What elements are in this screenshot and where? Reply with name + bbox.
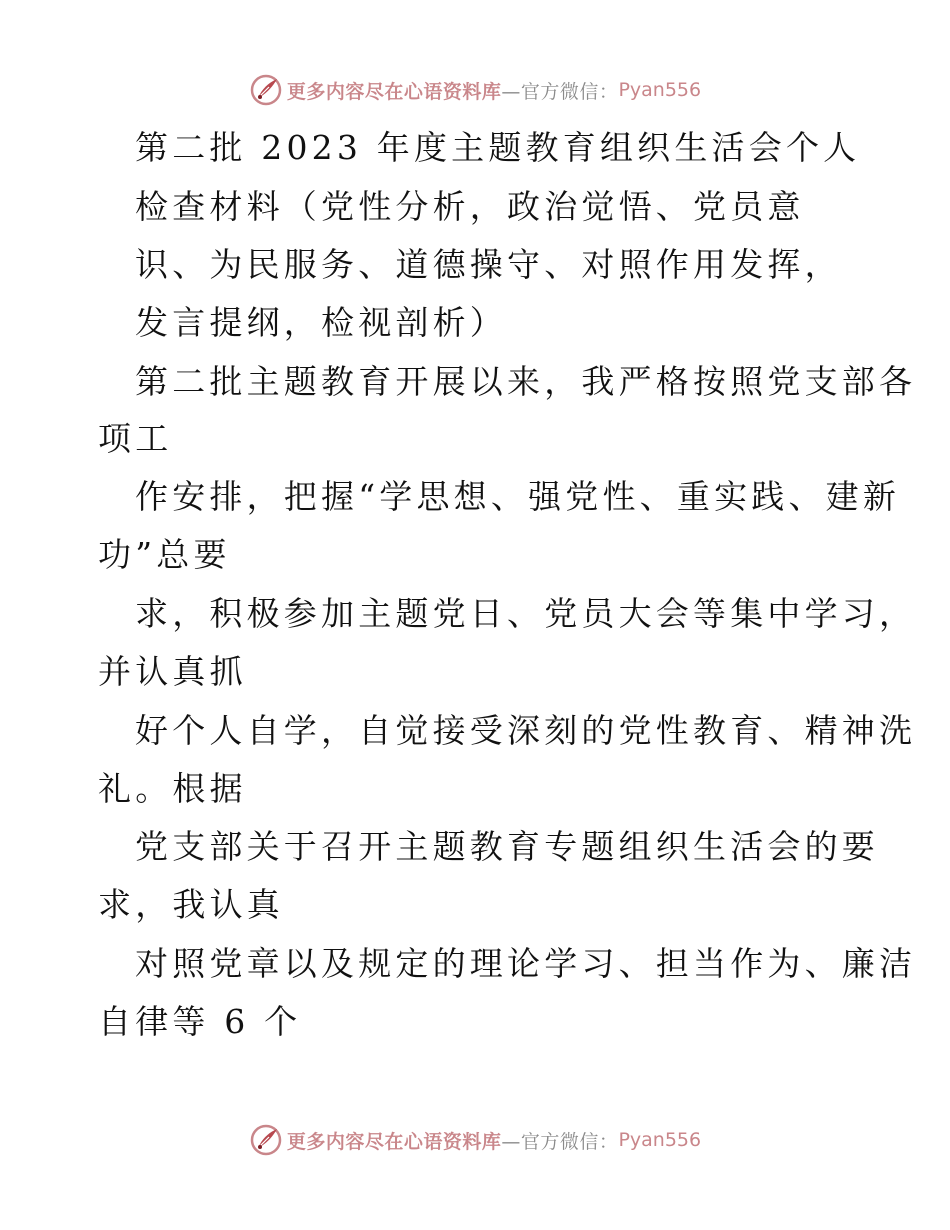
title-line-4: 发言提纲，检视剖析） <box>135 303 507 342</box>
banner-main-text: 更多内容尽在心语资料库 <box>286 80 502 103</box>
header-banner <box>0 70 950 110</box>
feather-pen-logo-icon <box>249 1123 283 1157</box>
banner-wechat-id: Pyan556 <box>618 1129 702 1151</box>
title-line-2: 检查材料（党性分析，政治觉悟、党员意 <box>135 187 805 226</box>
paragraph-line: 党支部关于召开主题教育专题组织生活会的要 <box>135 827 879 866</box>
paragraph-line: 项工 <box>98 419 173 458</box>
paragraph-line: 作安排，把握“学思想、强党性、重实践、建新 <box>135 477 901 516</box>
banner-main-text: 更多内容尽在心语资料库 <box>286 1130 502 1153</box>
paragraph-line: 对照党章以及规定的理论学习、担当作为、廉洁 <box>135 944 917 983</box>
paragraph-line: 礼。根据 <box>98 769 247 808</box>
footer-banner <box>0 1120 950 1160</box>
paragraph-line: 功”总要 <box>98 535 231 574</box>
paragraph-line: 并认真抓 <box>98 652 247 691</box>
paragraph-line: 好个人自学，自觉接受深刻的党性教育、精神洗 <box>135 711 917 750</box>
title-line-3: 识、为民服务、道德操守、对照作用发挥， <box>135 245 842 284</box>
banner-separator-text: —官方微信： <box>501 80 619 103</box>
title-line-1: 第二批 2023 年度主题教育组织生活会个人 <box>135 128 861 167</box>
paragraph-line: 求，我认真 <box>98 885 284 924</box>
banner-wechat-id: Pyan556 <box>618 79 702 101</box>
paragraph-line: 第二批主题教育开展以来，我严格按照党支部各 <box>135 362 917 401</box>
feather-pen-logo-icon <box>249 73 283 107</box>
paragraph-line: 求，积极参加主题党日、党员大会等集中学习， <box>135 594 917 633</box>
banner-separator-text: —官方微信： <box>501 1130 619 1153</box>
paragraph-line: 自律等 6 个 <box>98 1002 302 1041</box>
